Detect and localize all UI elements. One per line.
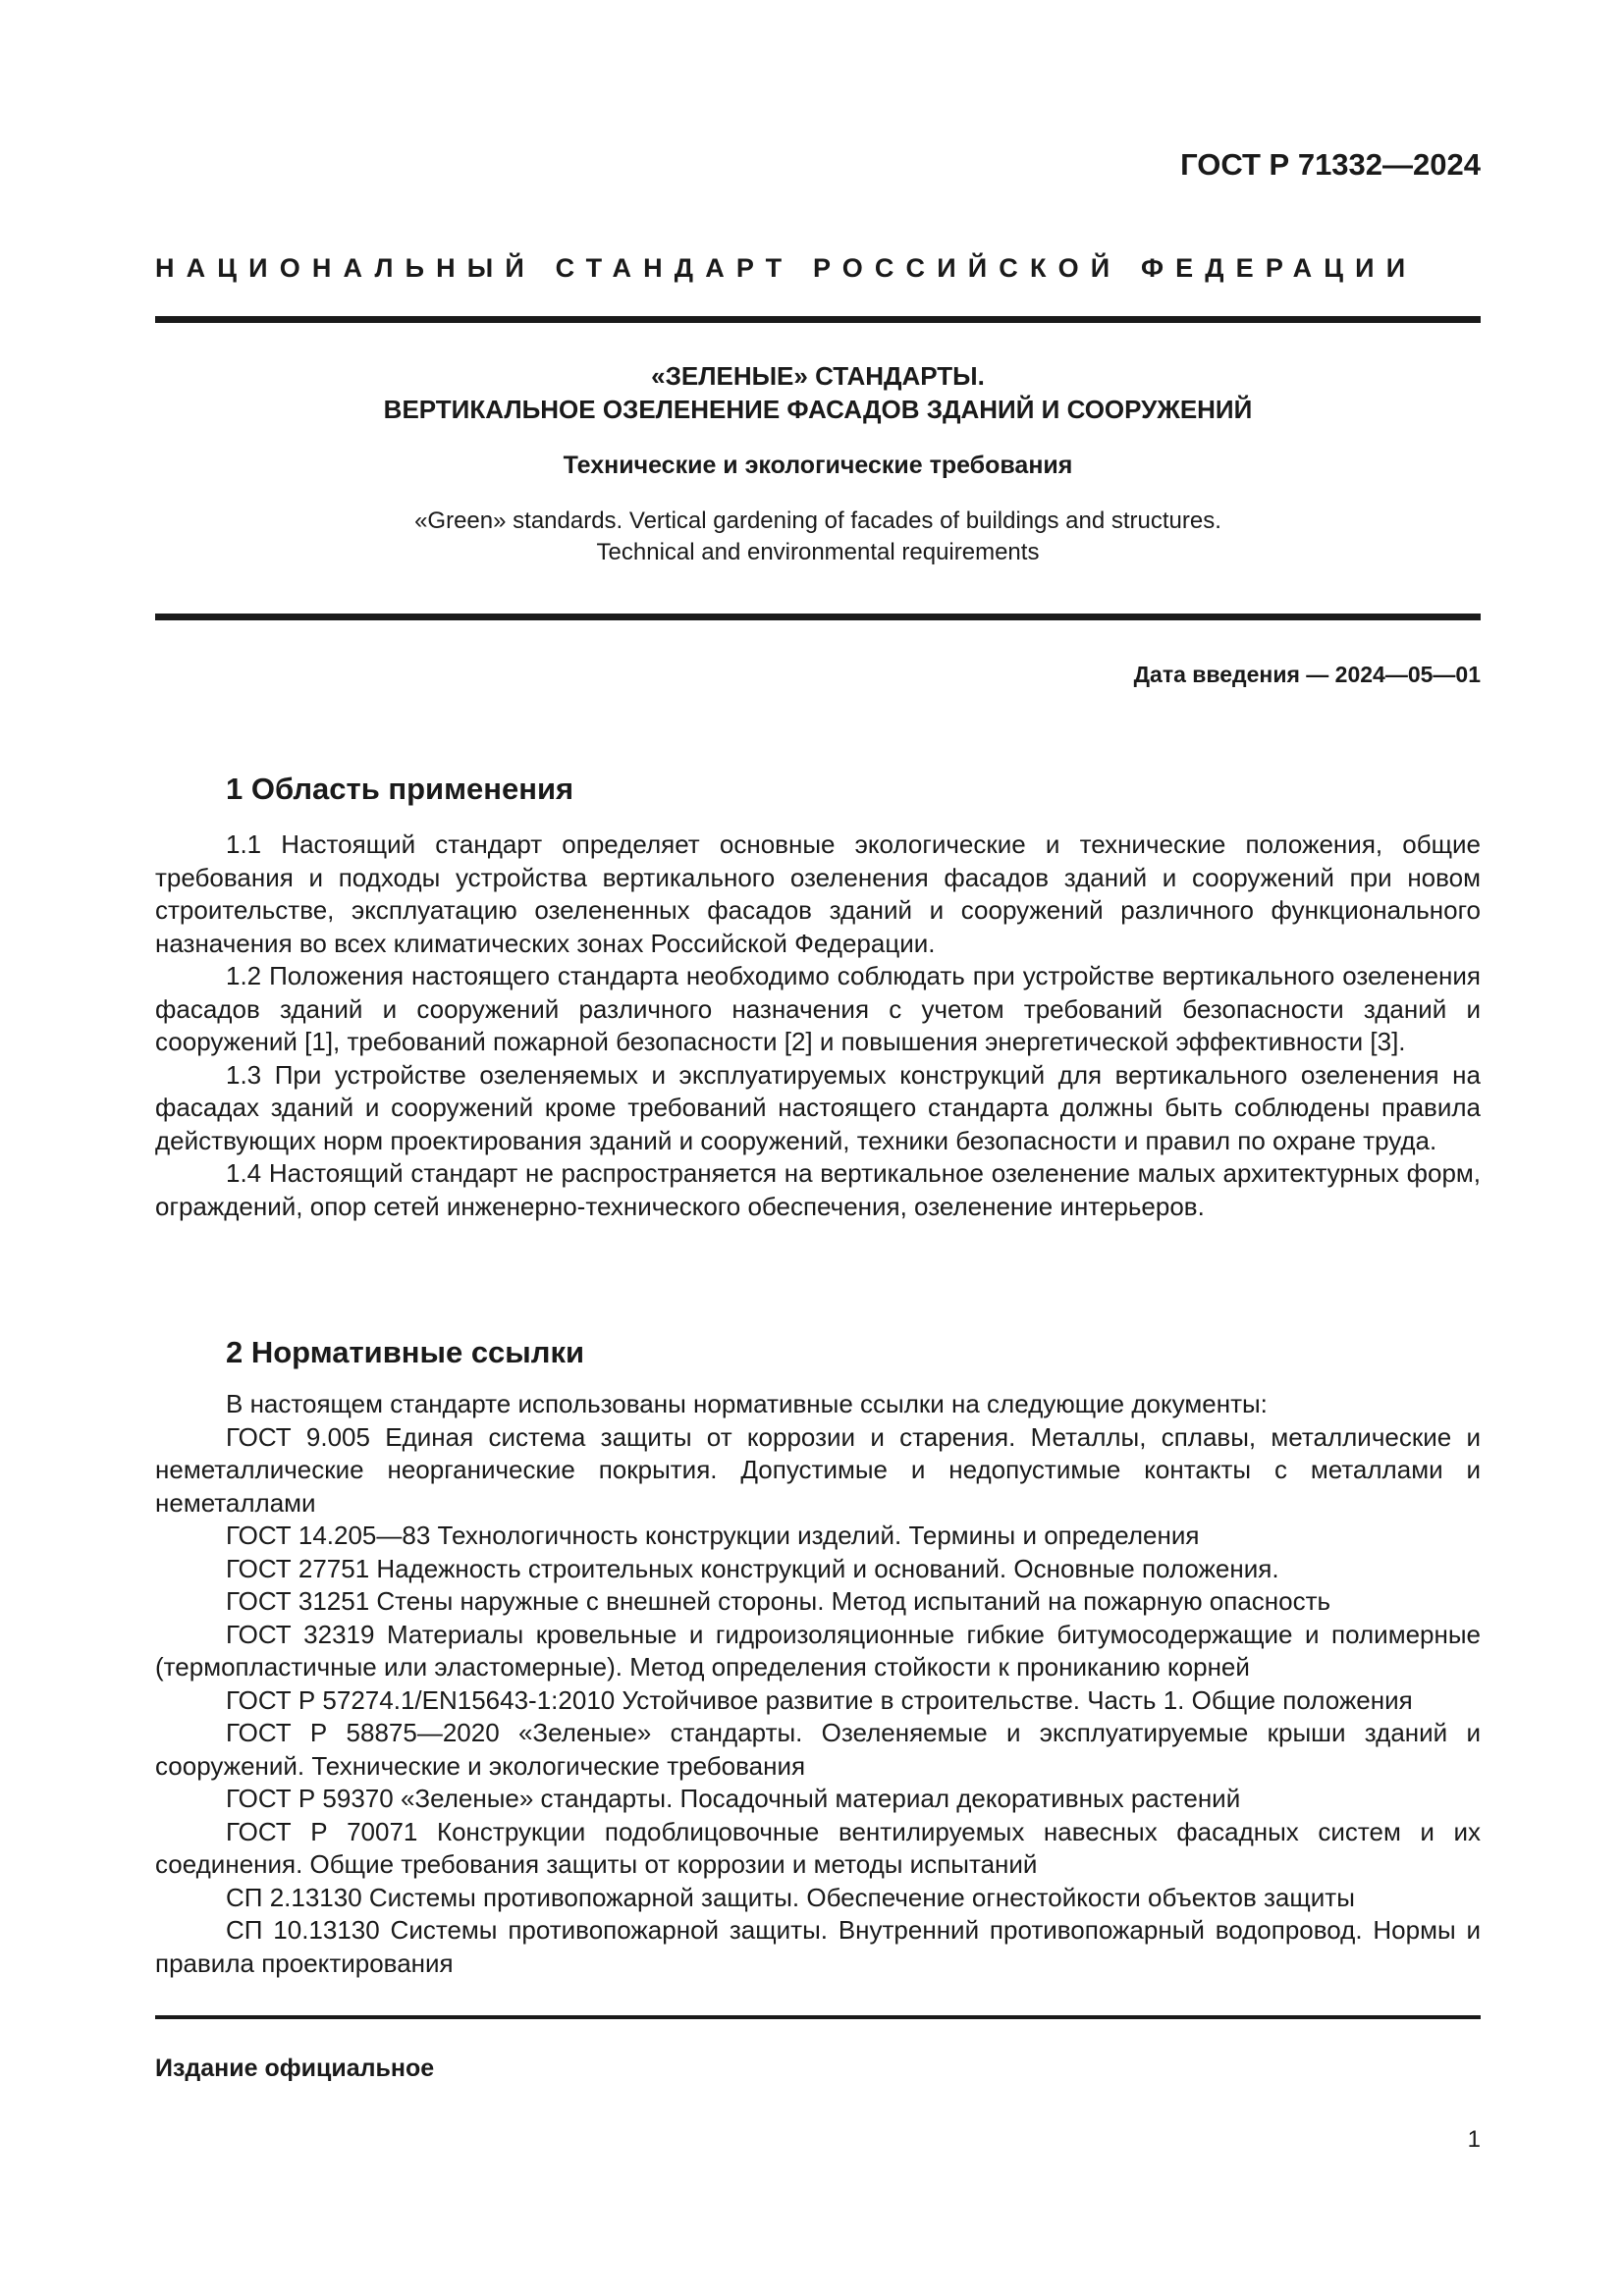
title-block	[155, 359, 1481, 568]
title-en-line-2: Technical and environmental requirements	[596, 539, 1040, 565]
reference-item: ГОСТ 32319 Материалы кровельные и гидроизоляционные гибкие битумосодержащие и полимерные (термопластичные или эластомерные). Метод определения стойкости к прониканию корней	[155, 1619, 1481, 1682]
footer-divider	[155, 2015, 1481, 2019]
section-heading: 2 Нормативные ссылки	[226, 1335, 585, 1369]
paragraph: В настоящем стандарте использованы нормативные ссылки на следующие документы:	[226, 1389, 1268, 1418]
reference-item: ГОСТ 27751 Надежность строительных конструкций и оснований. Основные положения.	[226, 1553, 1279, 1583]
paragraph: 1.3 При устройстве озеленяемых и эксплуатируемых конструкций для вертикального озеленения на фасадах зданий и сооружений кроме требований настоящего стандарта должны быть соблюдены правила действующих норм проектирования зданий и сооружений, техники безопасности и правил по охране труда.	[155, 1059, 1481, 1155]
reference-item: ГОСТ Р 59370 «Зеленые» стандарты. Посадочный материал декоративных растений	[226, 1784, 1241, 1813]
section-scope	[155, 772, 1481, 1223]
title-ru-line-1: «ЗЕЛЕНЫЕ» СТАНДАРТЫ.	[651, 361, 985, 391]
reference-item: СП 10.13130 Системы противопожарной защиты. Внутренний противопожарный водопровод. Нормы и правила проектирования	[155, 1915, 1481, 1978]
title-divider	[155, 614, 1481, 620]
section-heading: 1 Область применения	[226, 772, 574, 806]
reference-item: ГОСТ Р 58875—2020 «Зеленые» стандарты. Озеленяемые и эксплуатируемые крыши зданий и сооружений. Технические и экологические требования	[155, 1718, 1481, 1781]
reference-item: ГОСТ 9.005 Единая система защиты от коррозии и старения. Металлы, сплавы, металлические и неметаллические неорганические покрытия. Допустимые и недопустимые контакты с металлами и неметаллами	[155, 1421, 1481, 1518]
title-en-line-1: «Green» standards. Vertical gardening of facades of buildings and structures.	[414, 507, 1221, 534]
section-normative-references	[155, 1335, 1481, 1980]
title-en	[155, 506, 1481, 568]
page-number: 1	[1467, 2126, 1481, 2153]
national-standard-banner: НАЦИОНАЛЬНЫЙ СТАНДАРТ РОССИЙСКОЙ ФЕДЕРАЦИИ	[155, 253, 1418, 283]
paragraph: 1.2 Положения настоящего стандарта необходимо соблюдать при устройстве вертикального озеленения фасадов зданий и сооружений различного назначения с учетом требований безопасности зданий и сооружений [1], требований пожарной безопасности [2] и повышения энергетической эффективности [3].	[155, 961, 1481, 1056]
introduction-date: Дата введения — 2024—05—01	[1133, 662, 1481, 687]
paragraph: 1.4 Настоящий стандарт не распространяется на вертикальное озеленение малых архитектурных форм, ограждений, опор сетей инженерно-технического обеспечения, озеленение интерьеров.	[155, 1158, 1481, 1221]
subtitle-ru: Технические и экологические требования	[563, 452, 1073, 479]
reference-item: ГОСТ 14.205—83 Технологичность конструкции изделий. Термины и определения	[226, 1521, 1200, 1550]
edition-label: Издание официальное	[155, 2055, 435, 2082]
top-divider	[155, 316, 1481, 323]
reference-item: ГОСТ 31251 Стены наружные с внешней стороны. Метод испытаний на пожарную опасность	[226, 1586, 1331, 1616]
document-code: ГОСТ Р 71332—2024	[1180, 147, 1481, 182]
reference-item: ГОСТ Р 57274.1/EN15643-1:2010 Устойчивое развитие в строительстве. Часть 1. Общие положения	[226, 1684, 1413, 1715]
reference-item: СП 2.13130 Системы противопожарной защиты. Обеспечение огнестойкости объектов защиты	[226, 1882, 1355, 1912]
paragraph: 1.1 Настоящий стандарт определяет основные экологические и технические положения, общие требования и подходы устройства вертикального озеленения фасадов зданий и сооружений при новом строительстве, эксплуатацию озелененных фасадов зданий и сооружений различного функционального назначения во всех климатических зонах Российской Федерации.	[155, 829, 1481, 958]
reference-item: ГОСТ Р 70071 Конструкции подоблицовочные вентилируемых навесных фасадных систем и их соединения. Общие требования защиты от коррозии и методы испытаний	[155, 1816, 1481, 1879]
title-ru-line-2: ВЕРТИКАЛЬНОЕ ОЗЕЛЕНЕНИЕ ФАСАДОВ ЗДАНИЙ И СООРУЖЕНИЙ	[383, 395, 1253, 424]
